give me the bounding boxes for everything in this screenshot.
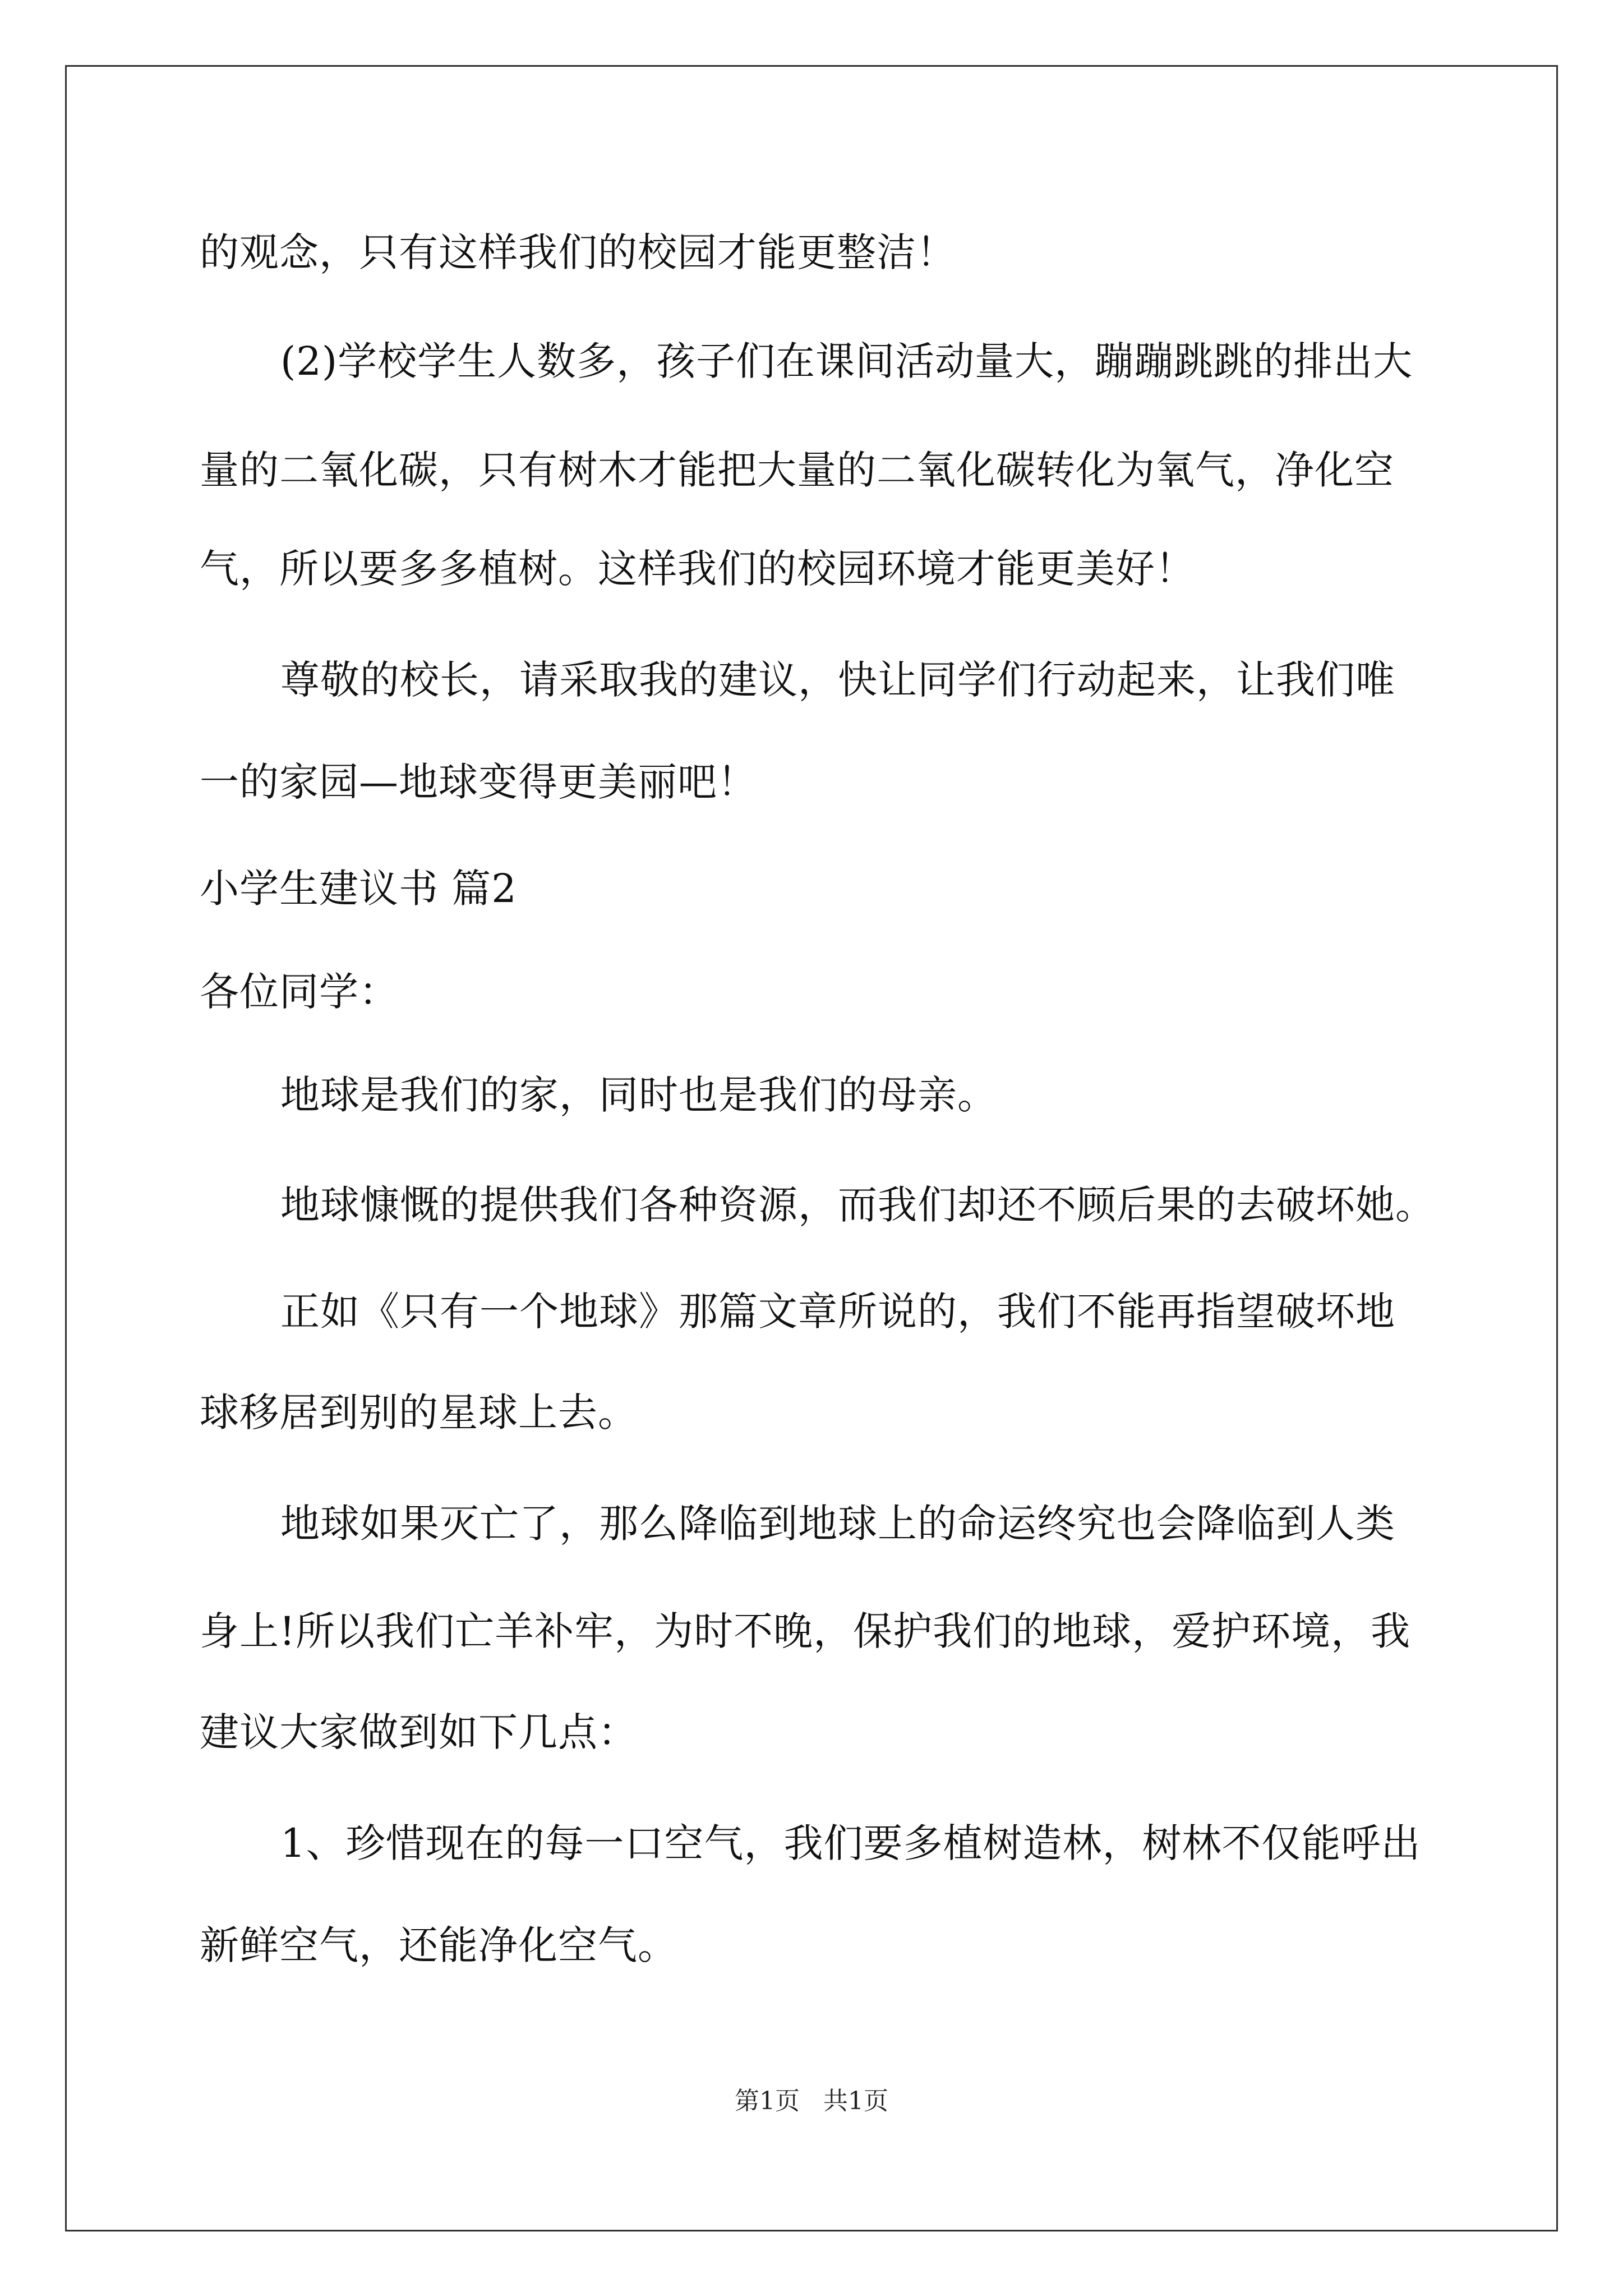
- text-line: 建议大家做到如下几点：: [200, 1709, 638, 1755]
- text-line: 1、珍惜现在的每一口空气，我们要多植树造林，树林不仅能呼出: [280, 1820, 1421, 1866]
- text-line: 一的家园—地球变得更美丽吧！: [200, 759, 757, 805]
- text-line: 气，所以要多多植树。这样我们的校园环境才能更美好！: [200, 546, 1195, 592]
- text-line: 身上!所以我们亡羊补牢，为时不晚，保护我们的地球，爱护环境，我: [200, 1608, 1411, 1654]
- page-footer: 第1页 共1页: [735, 2087, 888, 2115]
- text-line: 量的二氧化碳，只有树木才能把大量的二氧化碳转化为氧气，净化空: [200, 447, 1394, 493]
- salutation: 各位同学：: [200, 969, 399, 1015]
- text-line: (2)学校学生人数多，孩子们在课间活动量大，蹦蹦跳跳的排出大: [280, 338, 1413, 384]
- text-line: 地球慷慨的提供我们各种资源，而我们却还不顾后果的去破坏她。: [280, 1182, 1435, 1228]
- section-heading: 小学生建议书 篇2: [200, 866, 517, 912]
- text-line: 新鲜空气，还能净化空气。: [200, 1922, 677, 1968]
- text-line: 地球如果灭亡了，那么降临到地球上的命运终究也会降临到人类: [280, 1501, 1395, 1547]
- text-line: 球移居到别的星球上去。: [200, 1389, 638, 1435]
- page-border: [65, 65, 1558, 2231]
- text-line: 正如《只有一个地球》那篇文章所说的，我们不能再指望破坏地: [280, 1289, 1395, 1335]
- text-line: 尊敬的校长，请采取我的建议，快让同学们行动起来，让我们唯: [280, 657, 1395, 703]
- text-line: 地球是我们的家，同时也是我们的母亲。: [280, 1072, 997, 1118]
- text-line: 的观念，只有这样我们的校园才能更整洁！: [200, 229, 956, 275]
